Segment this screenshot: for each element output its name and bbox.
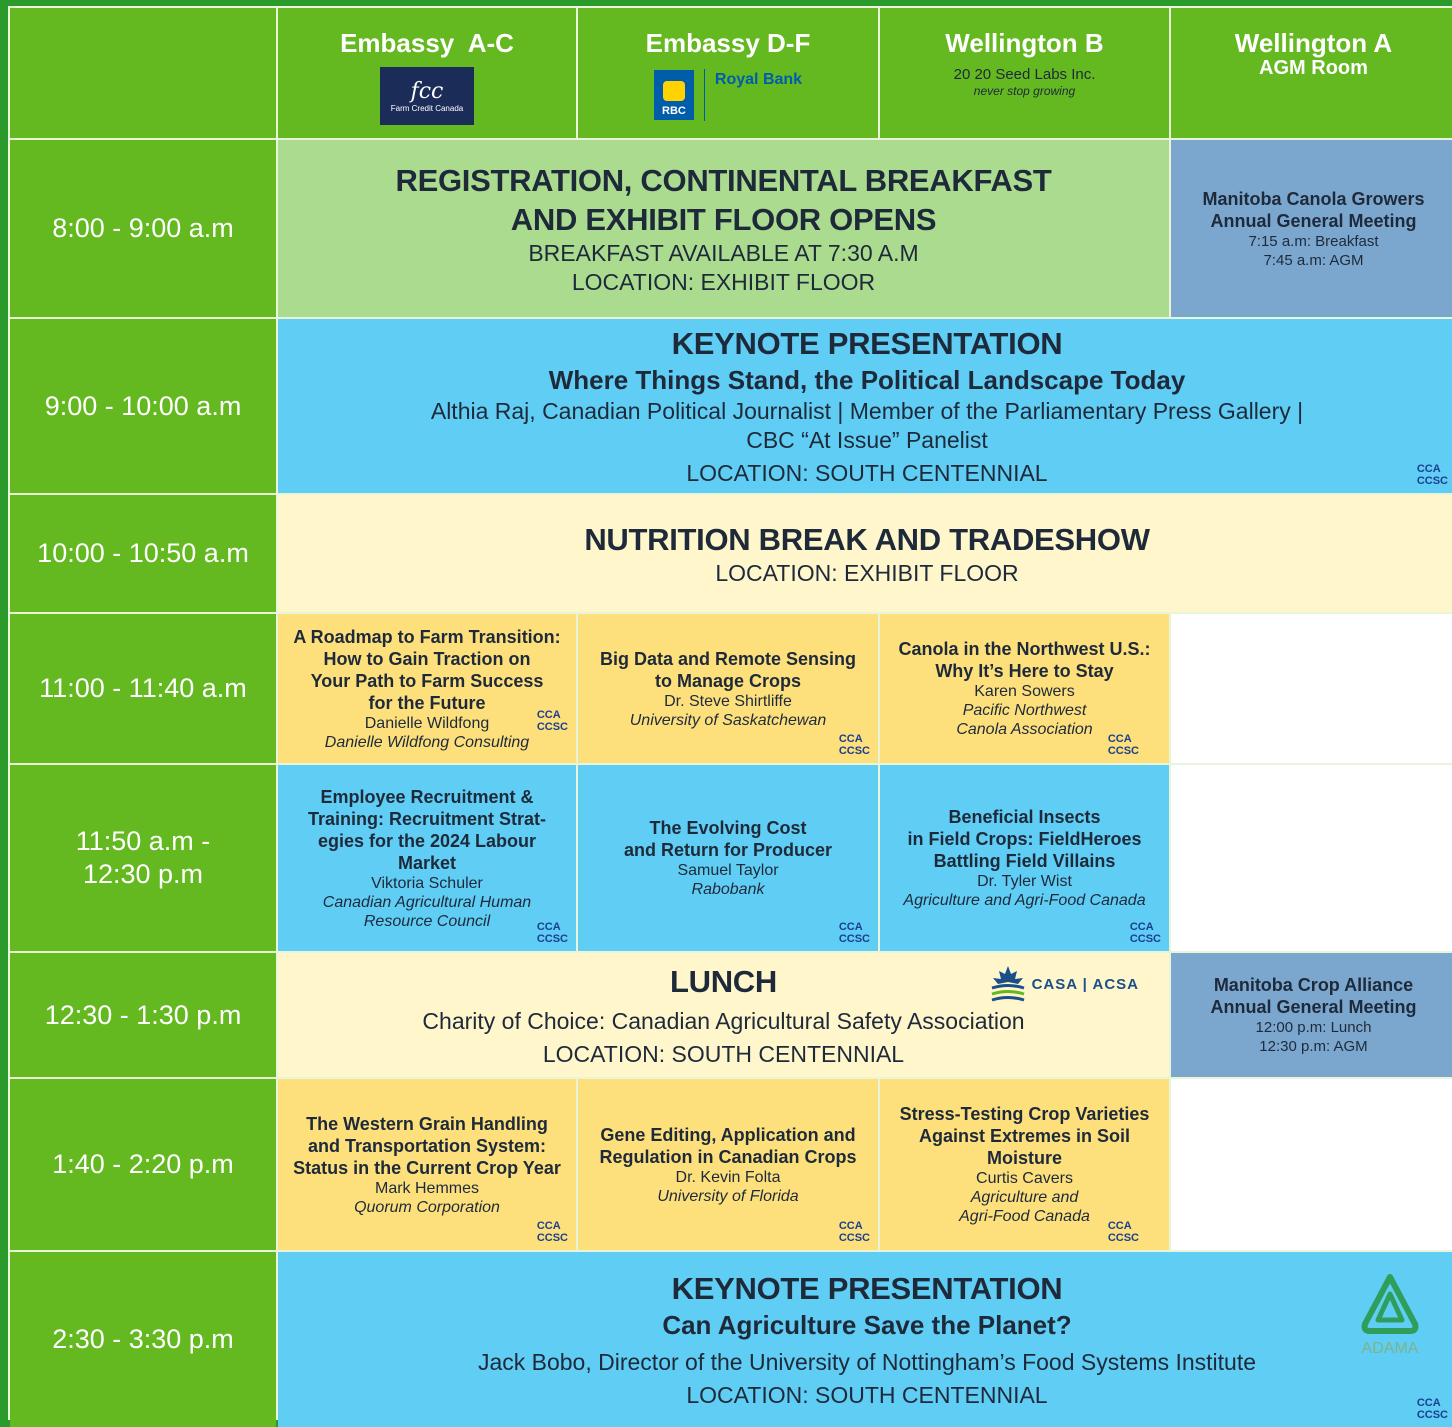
agm-block — [1171, 953, 1452, 1077]
block-subtitle: Where Things Stand, the Political Landscape Today — [548, 365, 1186, 395]
session-speaker: Dr. Steve Shirtliffe — [664, 692, 792, 710]
session-title: Moisture — [986, 1148, 1062, 1168]
keynote-block — [278, 1252, 1452, 1427]
time-cell: 1:40 - 2:20 p.m — [10, 1079, 276, 1250]
session-title: Status in the Current Crop Year — [293, 1157, 561, 1178]
session-title: Gene Editing, Application and — [600, 1124, 856, 1145]
session-title: Training: Recruitment Strat- — [307, 808, 547, 829]
session-card — [278, 765, 576, 951]
agm-block — [1171, 140, 1452, 317]
casa-logo — [990, 965, 1139, 1003]
time-line: 12:30 p.m — [82, 859, 204, 889]
session-affiliation: Agriculture and — [970, 1189, 1079, 1206]
break-block — [278, 495, 1452, 612]
session-card — [880, 614, 1169, 763]
block-speaker: Jack Bobo, Director of the University of Nottingham’s Food Systems Institute — [477, 1349, 1257, 1375]
session-speaker: Samuel Taylor — [677, 862, 779, 879]
room-header-wellington-a — [1171, 8, 1452, 138]
lion-icon — [663, 81, 685, 101]
room-subtitle: AGM Room — [1259, 57, 1368, 79]
session-title: to Manage Crops — [654, 670, 801, 691]
session-card — [578, 1079, 878, 1250]
session-affiliation: University of Florida — [657, 1187, 799, 1205]
session-affiliation: Canadian Agricultural Human — [322, 893, 532, 911]
session-affiliation: Pacific Northwest — [962, 702, 1087, 719]
agm-title: Annual General Meeting — [1210, 210, 1417, 231]
session-speaker: Dr. Tyler Wist — [977, 873, 1072, 890]
session-title: A Roadmap to Farm Transition: — [293, 626, 561, 647]
cca-badge: CCA CCSC — [536, 921, 568, 945]
session-affiliation: University of Saskatchewan — [629, 711, 827, 729]
session-affiliation: Agri-Food Canada — [959, 1208, 1090, 1225]
session-speaker: Karen Sowers — [974, 683, 1075, 700]
cca-badge: CCA CCSC — [1107, 733, 1139, 757]
cca-badge: CCA CCSC — [1129, 921, 1161, 945]
agm-detail: 7:15 a.m: Breakfast — [1248, 232, 1379, 250]
divider — [704, 69, 705, 121]
session-card — [880, 765, 1169, 951]
fcc-name: Farm Credit Canada — [390, 103, 464, 113]
block-note: BREAKFAST AVAILABLE AT 7:30 A.M — [528, 239, 919, 266]
session-card — [278, 1079, 576, 1250]
session-title: Big Data and Remote Sensing — [599, 648, 857, 669]
session-title: Employee Recruitment & — [320, 786, 534, 807]
keynote-block — [278, 319, 1452, 493]
block-title: LUNCH — [670, 963, 777, 999]
cca-badge: CCA CCSC — [1416, 463, 1448, 487]
session-card — [578, 614, 878, 763]
session-title: The Western Grain Handling — [306, 1113, 548, 1134]
casa-name: CASA | ACSA — [1031, 975, 1139, 993]
session-affiliation: Canola Association — [956, 721, 1093, 738]
session-title: in Field Crops: FieldHeroes — [907, 829, 1142, 849]
empty-cell — [1171, 765, 1452, 951]
session-title: Canola in the Northwest U.S.: — [898, 639, 1151, 659]
room-title: Wellington A — [1234, 28, 1393, 58]
agm-detail: 12:00 p.m: Lunch — [1255, 1019, 1372, 1036]
session-affiliation: Agriculture and Agri-Food Canada — [903, 892, 1146, 909]
room-header-embassy-a-c — [278, 8, 576, 138]
room-header-wellington-b — [880, 8, 1169, 138]
session-speaker: Mark Hemmes — [374, 1179, 479, 1197]
time-cell: 11:00 - 11:40 a.m — [10, 614, 276, 763]
room-title: Embassy D-F — [645, 28, 811, 58]
fcc-logo — [380, 67, 474, 125]
seedlabs-name: 20 20 Seed Labs Inc. — [953, 66, 1096, 83]
time-cell: 12:30 - 1:30 p.m — [10, 953, 276, 1077]
time-cell: 10:00 - 10:50 a.m — [10, 495, 276, 612]
time-cell — [10, 765, 276, 951]
session-speaker: Dr. Kevin Folta — [675, 1168, 781, 1186]
seedlabs-logo — [954, 67, 1096, 99]
cca-badge: CCA CCSC — [838, 733, 870, 757]
agm-title: Annual General Meeting — [1210, 997, 1417, 1017]
session-affiliation: Rabobank — [691, 881, 765, 898]
session-title: Battling Field Villains — [933, 851, 1116, 871]
room-header-embassy-d-f — [578, 8, 878, 138]
header-corner — [10, 8, 276, 138]
room-title: Embassy A-C — [340, 28, 514, 58]
session-affiliation: Quorum Corporation — [354, 1198, 500, 1216]
block-location: LOCATION: SOUTH CENTENNIAL — [542, 1040, 905, 1067]
rbc-mark: RBC — [654, 70, 694, 120]
maple-leaf-icon — [990, 965, 1026, 1003]
session-title: and Return for Producer — [623, 840, 833, 860]
agm-detail: 12:30 p.m: AGM — [1259, 1038, 1368, 1055]
adama-logo — [1360, 1274, 1420, 1358]
session-title: Your Path to Farm Success — [310, 670, 544, 691]
adama-icon — [1360, 1274, 1420, 1336]
session-speaker: Danielle Wildfong — [364, 714, 490, 732]
session-title: Against Extremes in Soil — [918, 1126, 1131, 1146]
session-title: The Evolving Cost — [649, 818, 807, 838]
lunch-block — [278, 953, 1169, 1077]
adama-name: ADAMA — [1361, 1340, 1419, 1357]
block-location: LOCATION: EXHIBIT FLOOR — [571, 268, 876, 295]
rbc-logo — [654, 69, 802, 121]
block-subtitle: Can Agriculture Save the Planet? — [662, 1310, 1072, 1340]
registration-block — [278, 140, 1169, 317]
rbc-name: Royal Bank — [714, 71, 803, 88]
session-card — [578, 765, 878, 951]
cca-badge: CCA CCSC — [536, 1220, 568, 1244]
fcc-mark: fcc — [410, 78, 444, 104]
block-title: REGISTRATION, CONTINENTAL BREAKFAST — [395, 162, 1052, 198]
session-title: Beneficial Insects — [948, 807, 1101, 827]
cca-badge: CCA CCSC — [1416, 1397, 1448, 1421]
session-title: Market — [397, 852, 457, 873]
session-title: for the Future — [368, 692, 486, 713]
agm-detail: 7:45 a.m: AGM — [1263, 251, 1364, 269]
cca-badge: CCA CCSC — [838, 1220, 870, 1244]
cca-badge: CCA CCSC — [536, 709, 568, 733]
session-affiliation: Resource Council — [363, 912, 491, 930]
cca-badge: CCA CCSC — [1107, 1220, 1139, 1244]
session-title: egies for the 2024 Labour — [317, 830, 537, 851]
session-title: How to Gain Traction on — [323, 648, 531, 669]
block-location: LOCATION: EXHIBIT FLOOR — [715, 559, 1019, 586]
empty-cell — [1171, 614, 1452, 763]
agm-title: Manitoba Crop Alliance — [1213, 975, 1414, 995]
session-title: Why It’s Here to Stay — [935, 661, 1114, 681]
time-line: 11:50 a.m - — [75, 826, 211, 856]
cca-badge: CCA CCSC — [838, 921, 870, 945]
block-title: NUTRITION BREAK AND TRADESHOW — [584, 521, 1150, 557]
block-title: KEYNOTE PRESENTATION — [671, 1271, 1063, 1306]
time-cell: 2:30 - 3:30 p.m — [10, 1252, 276, 1427]
session-card — [278, 614, 576, 763]
block-title: AND EXHIBIT FLOOR OPENS — [510, 201, 937, 237]
schedule-grid — [8, 6, 1452, 1420]
time-cell: 9:00 - 10:00 a.m — [10, 319, 276, 493]
empty-cell — [1171, 1079, 1452, 1250]
block-location: LOCATION: SOUTH CENTENNIAL — [686, 1382, 1048, 1408]
session-title: and Transportation System: — [307, 1135, 547, 1156]
agm-title: Manitoba Canola Growers — [1202, 188, 1425, 209]
session-card — [880, 1079, 1169, 1250]
seedlabs-tagline: never stop growing — [973, 84, 1076, 98]
room-title: Wellington B — [945, 28, 1104, 58]
block-speaker: Althia Raj, Canadian Political Journalist | Member of the Parliamentary Press Gallery | — [430, 398, 1304, 424]
session-title: Regulation in Canadian Crops — [599, 1146, 857, 1167]
block-note: Charity of Choice: Canadian Agricultural Safety Association — [422, 1007, 1025, 1034]
session-title: Stress-Testing Crop Varieties — [899, 1104, 1150, 1124]
block-location: LOCATION: SOUTH CENTENNIAL — [686, 460, 1048, 486]
block-title: KEYNOTE PRESENTATION — [671, 326, 1063, 361]
session-affiliation: Danielle Wildfong Consulting — [324, 733, 530, 751]
block-speaker: CBC “At Issue” Panelist — [746, 427, 988, 453]
session-speaker: Viktoria Schuler — [371, 874, 483, 892]
session-speaker: Curtis Cavers — [976, 1170, 1073, 1187]
time-cell: 8:00 - 9:00 a.m — [10, 140, 276, 317]
